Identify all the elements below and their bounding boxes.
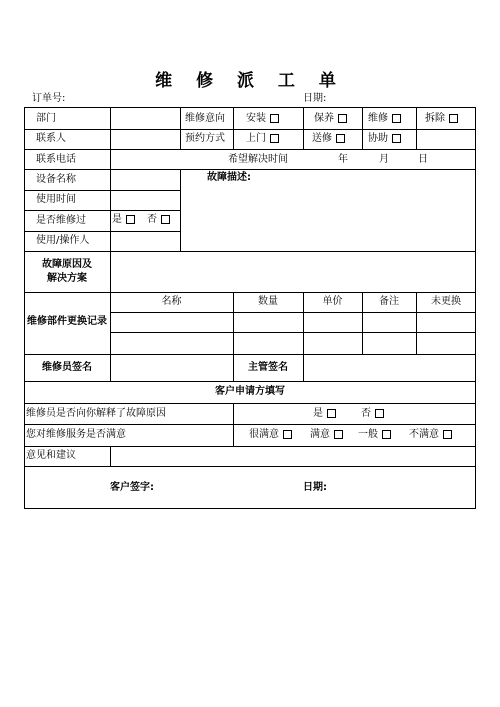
assist-option[interactable]: 协助 bbox=[368, 133, 401, 145]
assist-checkbox[interactable] bbox=[392, 134, 401, 143]
parts-header-price: 单价 bbox=[322, 296, 343, 307]
year-label: 年 bbox=[338, 154, 348, 165]
repaired-no-option[interactable]: 否 bbox=[147, 214, 170, 226]
q2-satisfied[interactable]: 满意 bbox=[310, 429, 343, 441]
repair-intent-label: 维修意向 bbox=[185, 113, 225, 124]
header-date-label: 日期: bbox=[303, 93, 327, 104]
q2-average[interactable]: 一般 bbox=[358, 429, 391, 441]
customer-sign-label: 客户签字: bbox=[110, 482, 154, 493]
repaired-label: 是否维修过 bbox=[36, 215, 86, 226]
repair-option[interactable]: 维修 bbox=[368, 113, 401, 125]
repaired-no-checkbox[interactable] bbox=[161, 215, 170, 224]
q2-label: 您对维修服务是否满意 bbox=[26, 429, 126, 440]
parts-header-name: 名称 bbox=[161, 296, 182, 307]
device-name-label: 设备名称 bbox=[36, 174, 76, 185]
month-label: 月 bbox=[379, 154, 389, 165]
technician-sign-label: 维修员签名 bbox=[42, 362, 92, 373]
send-checkbox[interactable] bbox=[336, 134, 345, 143]
repaired-yes-checkbox[interactable] bbox=[126, 215, 135, 224]
parts-header-qty: 数量 bbox=[258, 296, 278, 307]
parts-header-not-replaced: 未更换 bbox=[431, 296, 461, 307]
q2-unsatisfied[interactable]: 不满意 bbox=[409, 429, 452, 441]
repair-checkbox[interactable] bbox=[392, 114, 401, 123]
supervisor-sign-label: 主管签名 bbox=[248, 362, 288, 373]
remove-checkbox[interactable] bbox=[449, 114, 458, 123]
visit-checkbox[interactable] bbox=[270, 134, 279, 143]
q1-no-checkbox[interactable] bbox=[375, 409, 384, 418]
fault-cause-label-1: 故障原因及 bbox=[42, 259, 92, 270]
visit-option[interactable]: 上门 bbox=[246, 133, 279, 145]
q1-yes-checkbox[interactable] bbox=[327, 409, 336, 418]
contact-label: 联系人 bbox=[36, 133, 66, 144]
order-number-label: 订单号: bbox=[32, 93, 66, 104]
parts-record-label: 维修部件更换记录 bbox=[27, 316, 107, 327]
user-operator-label: 使用/操作人 bbox=[36, 235, 90, 246]
install-checkbox[interactable] bbox=[270, 114, 279, 123]
fault-description-label: 故障描述: bbox=[207, 172, 251, 183]
customer-section-title: 客户申请方填写 bbox=[215, 386, 285, 397]
q2-very-satisfied-checkbox[interactable] bbox=[283, 430, 292, 439]
fault-cause-label-2: 解决方案 bbox=[47, 273, 87, 284]
q2-very-satisfied[interactable]: 很满意 bbox=[249, 429, 292, 441]
day-label: 日 bbox=[418, 154, 428, 165]
bottom-date-label: 日期: bbox=[303, 482, 327, 493]
suggestions-label: 意见和建议 bbox=[26, 450, 76, 461]
maintain-option[interactable]: 保养 bbox=[314, 113, 347, 125]
send-option[interactable]: 送修 bbox=[312, 133, 345, 145]
q2-average-checkbox[interactable] bbox=[382, 430, 391, 439]
install-option[interactable]: 安装 bbox=[246, 113, 279, 125]
use-time-label: 使用时间 bbox=[36, 194, 76, 205]
repaired-yes-option[interactable]: 是 bbox=[112, 214, 135, 226]
q1-label: 维修员是否向你解释了故障原因 bbox=[26, 408, 166, 419]
q1-no-option[interactable]: 否 bbox=[361, 408, 384, 420]
hope-time-label: 希望解决时间 bbox=[228, 154, 288, 165]
remove-option[interactable]: 拆除 bbox=[425, 113, 458, 125]
phone-label: 联系电话 bbox=[36, 154, 76, 165]
form-title: 维 修 派 工 单 bbox=[155, 71, 345, 91]
q1-yes-option[interactable]: 是 bbox=[313, 408, 336, 420]
dept-label: 部门 bbox=[36, 113, 56, 124]
q2-satisfied-checkbox[interactable] bbox=[334, 430, 343, 439]
q2-unsatisfied-checkbox[interactable] bbox=[443, 430, 452, 439]
parts-header-note: 备注 bbox=[379, 296, 399, 307]
appointment-label: 预约方式 bbox=[185, 133, 225, 144]
maintain-checkbox[interactable] bbox=[338, 114, 347, 123]
